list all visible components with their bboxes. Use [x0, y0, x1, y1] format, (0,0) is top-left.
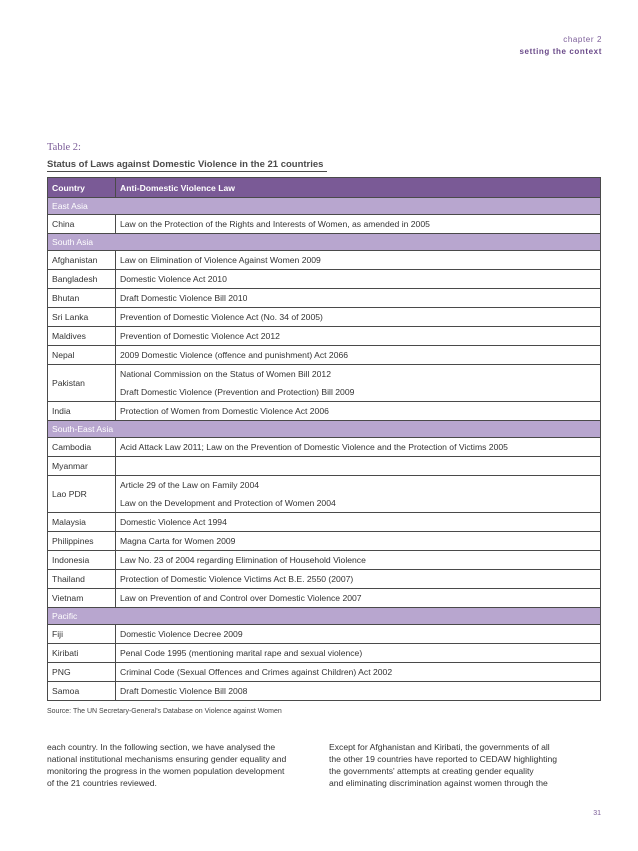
table-row	[48, 551, 601, 570]
law-cell	[116, 308, 601, 327]
law-cell	[116, 402, 601, 421]
region-row	[48, 608, 601, 625]
table-row	[48, 532, 601, 551]
country-cell: Cambodia	[48, 438, 116, 457]
law-cell	[116, 270, 601, 289]
country-cell: PNG	[48, 663, 116, 682]
law-text: Protection of Domestic Violence Victims Act B.E. 2550 (2007)	[120, 574, 354, 584]
law-cell	[116, 513, 601, 532]
law-cell	[116, 457, 601, 476]
body-text-line: national institutional mechanisms ensuring gender equality and	[47, 754, 287, 764]
law-text: Law on Prevention of and Control over Domestic Violence 2007	[120, 593, 362, 603]
country-cell: Kiribati	[48, 644, 116, 663]
law-cell	[116, 625, 601, 644]
table-title: Status of Laws against Domestic Violence in the 21 countries	[47, 158, 327, 172]
table-row	[48, 570, 601, 589]
table-caption	[47, 141, 607, 172]
law-text: Law on Elimination of Violence Against Women 2009	[120, 255, 321, 265]
laws-table-body	[48, 198, 601, 701]
law-cell	[116, 289, 601, 308]
table-row	[48, 513, 601, 532]
law-cell	[116, 346, 601, 365]
law-text: Domestic Violence Decree 2009	[120, 629, 243, 639]
law-text: Prevention of Domestic Violence Act (No. 34 of 2005)	[120, 312, 323, 322]
law-text: Law on the Protection of the Rights and Interests of Women, as amended in 2005	[120, 219, 430, 229]
table-row	[48, 663, 601, 682]
body-text-line: and eliminating discrimination against women through the	[329, 778, 548, 788]
law-text: Article 29 of the Law on Family 2004	[120, 480, 260, 490]
body-text-line: the governments' attempts at creating gender equality	[329, 766, 534, 776]
region-row	[48, 421, 601, 438]
table-row	[48, 365, 601, 402]
table-row	[48, 625, 601, 644]
region-label: East Asia	[48, 198, 601, 215]
law-cell	[116, 663, 601, 682]
region-label: Pacific	[48, 608, 601, 625]
column-header-country: Country	[48, 178, 116, 198]
law-cell	[116, 476, 601, 513]
country-cell: Vietnam	[48, 589, 116, 608]
country-cell: Fiji	[48, 625, 116, 644]
laws-table	[47, 177, 601, 701]
region-label: South Asia	[48, 234, 601, 251]
table-label: Table 2:	[47, 142, 81, 153]
region-label: South-East Asia	[48, 421, 601, 438]
region-row	[48, 234, 601, 251]
body-column-right	[329, 741, 599, 789]
country-cell: Samoa	[48, 682, 116, 701]
law-text: Magna Carta for Women 2009	[120, 536, 236, 546]
law-text: Law on the Development and Protection of Women 2004	[120, 498, 336, 508]
law-cell	[116, 644, 601, 663]
section-label: setting the context	[519, 47, 602, 56]
law-text: Draft Domestic Violence Bill 2010	[120, 293, 248, 303]
law-cell	[116, 438, 601, 457]
law-text: Domestic Violence Act 1994	[120, 517, 227, 527]
law-cell	[116, 682, 601, 701]
table-row	[48, 215, 601, 234]
chapter-label: chapter 2	[563, 35, 602, 44]
law-cell	[116, 589, 601, 608]
body-column-left	[47, 741, 317, 789]
country-cell: Sri Lanka	[48, 308, 116, 327]
law-cell	[116, 365, 601, 402]
body-text-line: of the 21 countries reviewed.	[47, 778, 157, 788]
country-cell: Pakistan	[48, 365, 116, 402]
country-cell: India	[48, 402, 116, 421]
law-text: Acid Attack Law 2011; Law on the Prevention of Domestic Violence and the Protection of Victims 2005	[120, 442, 508, 452]
column-header-law: Anti-Domestic Violence Law	[116, 178, 601, 198]
table-row	[48, 457, 601, 476]
table-row	[48, 251, 601, 270]
country-cell: Myanmar	[48, 457, 116, 476]
law-text: Draft Domestic Violence (Prevention and Protection) Bill 2009	[120, 387, 355, 397]
law-text: Domestic Violence Act 2010	[120, 274, 227, 284]
table-row	[48, 402, 601, 421]
table-source: Source: The UN Secretary-General's Database on Violence against Women	[47, 708, 282, 715]
body-text-line: monitoring the progress in the women population development	[47, 766, 285, 776]
law-cell	[116, 215, 601, 234]
country-cell: Bhutan	[48, 289, 116, 308]
country-cell: Lao PDR	[48, 476, 116, 513]
table-row	[48, 327, 601, 346]
law-text: Criminal Code (Sexual Offences and Crimes against Children) Act 2002	[120, 667, 393, 677]
country-cell: Nepal	[48, 346, 116, 365]
law-cell	[116, 570, 601, 589]
country-cell: Bangladesh	[48, 270, 116, 289]
table-row	[48, 644, 601, 663]
law-cell	[116, 251, 601, 270]
body-text-line: Except for Afghanistan and Kiribati, the governments of all	[329, 742, 550, 752]
body-text-line: each country. In the following section, we have analysed the	[47, 742, 276, 752]
page-number: 31	[593, 810, 601, 817]
law-text: National Commission on the Status of Women Bill 2012	[120, 369, 331, 379]
country-cell: Afghanistan	[48, 251, 116, 270]
country-cell: Thailand	[48, 570, 116, 589]
table-header-row	[48, 178, 601, 198]
table-row	[48, 289, 601, 308]
law-text: Penal Code 1995 (mentioning marital rape and sexual violence)	[120, 648, 363, 658]
country-cell: Maldives	[48, 327, 116, 346]
law-cell	[116, 551, 601, 570]
law-cell	[116, 532, 601, 551]
law-text: Law No. 23 of 2004 regarding Elimination of Household Violence	[120, 555, 366, 565]
region-row	[48, 198, 601, 215]
table-row	[48, 438, 601, 457]
country-cell: Malaysia	[48, 513, 116, 532]
table-row	[48, 270, 601, 289]
country-cell: Indonesia	[48, 551, 116, 570]
law-text: 2009 Domestic Violence (offence and punishment) Act 2066	[120, 350, 349, 360]
table-row	[48, 589, 601, 608]
country-cell: Philippines	[48, 532, 116, 551]
body-text-line: the other 19 countries have reported to CEDAW highlighting	[329, 754, 558, 764]
country-cell: China	[48, 215, 116, 234]
table-row	[48, 346, 601, 365]
law-text: Protection of Women from Domestic Violence Act 2006	[120, 406, 329, 416]
law-text: Prevention of Domestic Violence Act 2012	[120, 331, 280, 341]
law-text: Draft Domestic Violence Bill 2008	[120, 686, 248, 696]
running-head	[519, 34, 602, 58]
law-cell	[116, 327, 601, 346]
table-row	[48, 682, 601, 701]
table-row	[48, 476, 601, 513]
table-row	[48, 308, 601, 327]
